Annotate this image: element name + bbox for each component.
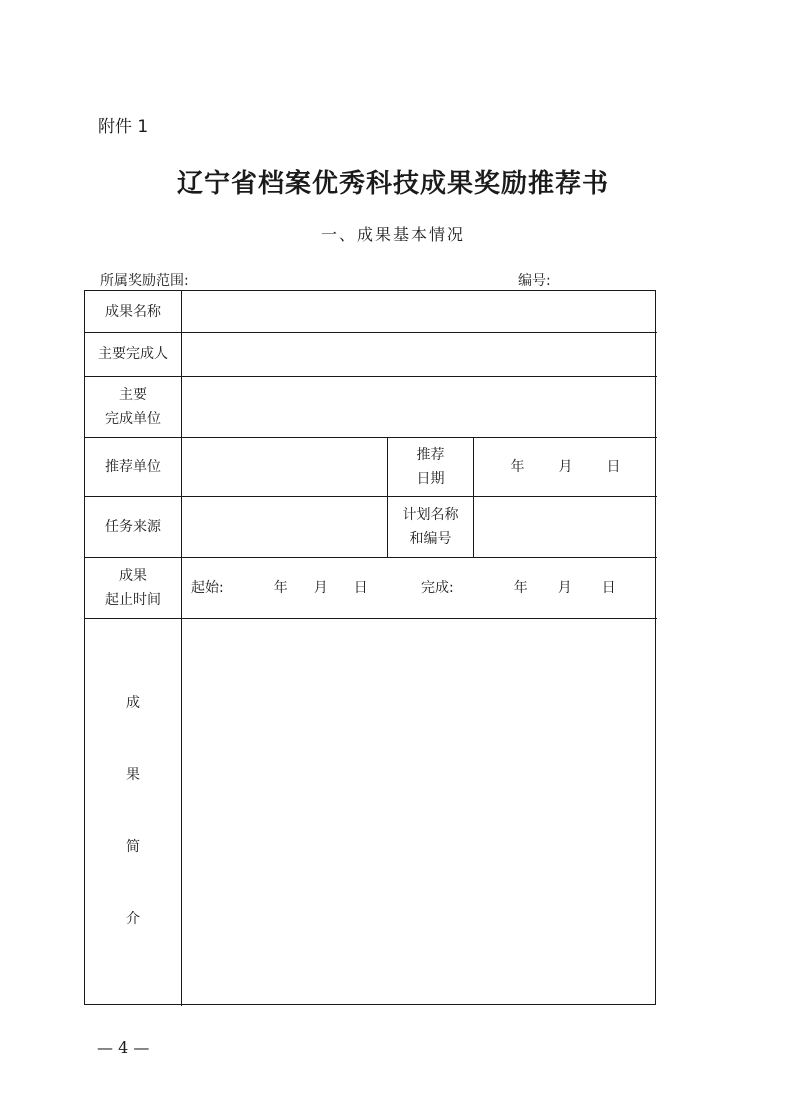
start-date-field[interactable]: 起始: 年 月 日 (191, 579, 368, 596)
page-title: 辽宁省档案优秀科技成果奖励推荐书 (176, 169, 609, 199)
number-label: 编号: (518, 273, 551, 289)
task-source-label: 任务来源 (105, 518, 161, 535)
page-number: — 4 — (97, 1038, 150, 1057)
achievement-name-field[interactable] (182, 291, 657, 332)
main-unit-field[interactable] (182, 376, 657, 437)
award-scope-label: 所属奖励范围: (100, 273, 189, 289)
complete-date-field[interactable]: 完成: 年 月 日 (421, 579, 616, 596)
summary-label: 成 果 简 介 (126, 695, 140, 927)
recommendation-form (84, 290, 656, 1005)
recommend-date-label: 推荐 日期 (416, 446, 445, 487)
achievement-name-label: 成果名称 (105, 303, 161, 320)
recommend-date-field[interactable]: 年 月 日 (510, 458, 621, 475)
main-person-label: 主要完成人 (98, 346, 168, 362)
plan-name-label: 计划名称 和编号 (402, 506, 459, 547)
main-unit-label: 主要 完成单位 (105, 386, 161, 427)
main-person-field[interactable] (182, 332, 657, 376)
summary-field[interactable] (182, 618, 657, 1004)
recommend-unit-label: 推荐单位 (105, 458, 161, 475)
period-label: 成果 起止时间 (105, 567, 161, 608)
recommend-unit-field[interactable] (182, 437, 387, 496)
task-source-field[interactable] (182, 496, 387, 557)
attachment-label: 附件 1 (98, 117, 149, 137)
section-title: 一、成果基本情况 (320, 225, 465, 244)
plan-name-field[interactable] (474, 496, 657, 557)
